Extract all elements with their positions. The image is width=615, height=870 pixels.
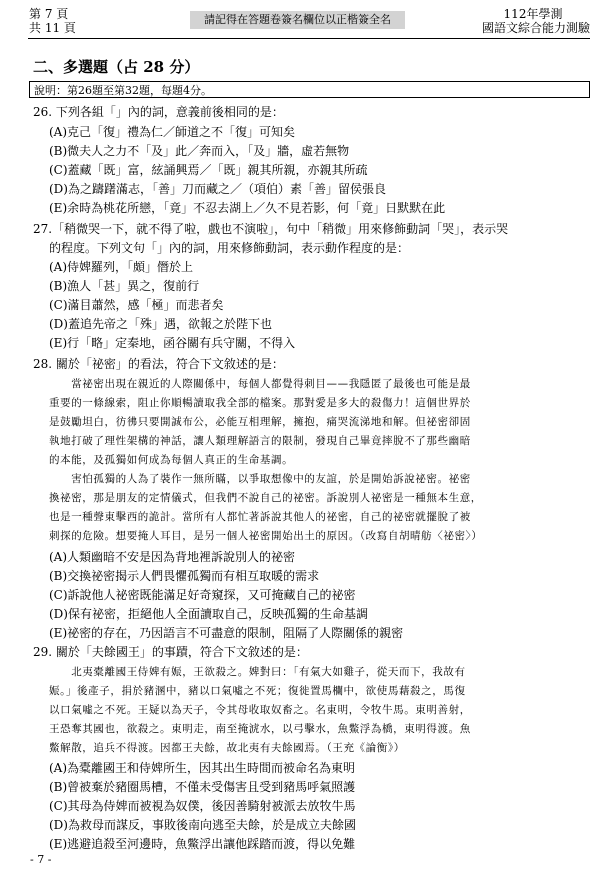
q28-passage-line: 重要的一條線索，阻止你順暢讀取我全部的檔案。那對愛是多大的殺傷力！這個世界於 [49,397,471,409]
total-pages: 共 11 頁 [29,21,76,35]
section-title: 二、多選題（占 28 分） [33,58,200,76]
q28-option-b: (B)交換祕密揭示人們畏懼孤獨而有相互取暖的需求 [49,569,320,583]
q29-passage-line: 鱉解散，追兵不得渡。因都王夫餘，故北夷有夫餘國焉。（王充《論衡》） [49,742,405,754]
page-footer-number: - 7 - [30,853,52,866]
q28-passage-line: 的本能，及孤獨如何成為每個人真正的生命基調。 [49,454,294,466]
q27-option-b: (B)漁人「甚」異之，復前行 [49,279,200,293]
q28-option-a: (A)人類幽暗不安是因為背地裡訴說別人的祕密 [49,550,296,564]
q28-passage-line: 是鼓勵坦白，彷彿只要開誠布公，必能互相理解，擁抱，痛哭流涕地和解。但祕密卻固 [49,416,471,428]
q28-passage-line: 害怕孤獨的人為了裝作一無所瞞，以爭取想像中的友誼，於是開始訴說祕密。祕密 [49,473,471,485]
q29-passage-line: 以口氣噓之不死。王疑以為天子，令其母收取奴畜之。名東明，令牧牛馬。東明善射， [49,704,471,716]
exam-subject: 國語文綜合能力測驗 [481,21,590,35]
header-divider [28,38,590,39]
q29-passage-line: 娠。」後產子，捐於豬溷中，豬以口氣噓之不死；復徙置馬欄中，欲使馬藉殺之，馬復 [49,685,466,697]
q29-stem: 29. 關於「夫餘國王」的事蹟，符合下文敘述的是： [33,645,308,659]
q28-passage-line: 執地打破了理性架構的神話，讓人類理解語言的限制，發現自己畢竟摔脫不了那些幽暗 [49,435,471,447]
page-number: 第 7 頁 [29,7,69,21]
q27-stem-line1: 27.「稍微哭一下，就不得了啦，戲也不演啦」，句中「稍微」用來修飾動詞「哭」，表示哭 [33,222,509,236]
q27-option-a: (A)侍婢羅列，「頗」僭於上 [49,260,194,274]
q26-stem: 26. 下列各組「」內的詞，意義前後相同的是： [33,105,284,119]
q28-passage-line: 當祕密出現在親近的人際關係中，每個人都覺得刺目——我隱匿了最後也可能是最 [49,378,471,390]
q28-passage-line: 也是一種聲東擊西的詭計。當所有人都忙著訴說其他人的祕密，自己的祕密就擺脫了被 [49,511,471,523]
q26-option-d: (D)為之躊躇滿志，「善」刀而藏之／（項伯）素「善」留侯張良 [49,182,386,196]
q27-stem-line2: 的程度。下列文句「」內的詞，用來修飾動詞，表示動作程度的是： [49,241,410,255]
q28-passage-line: 刺探的危險。想要掩人耳目，是另一個人祕密開始出土的原因。（改寫自胡晴舫〈祕密〉） [49,530,483,542]
q26-option-c: (C)蓋藏「既」富，絃誦興焉／「既」親其所親，亦親其所疏 [49,163,368,177]
q29-option-c: (C)其母為侍婢而被視為奴僕，後因善騎射被派去放牧牛馬 [49,799,356,813]
exam-year: 112年學測 [503,7,563,21]
q27-option-c: (C)滿目蕭然，感「極」而悲者矣 [49,298,224,312]
q29-passage-line: 北夷橐離國王侍婢有娠，王欲殺之。婢對曰：「有氣大如雞子，從天而下，我故有 [49,666,466,678]
q28-stem: 28. 關於「祕密」的看法，符合下文敘述的是： [33,357,284,371]
q29-passage-line: 王恐奪其國也，欲殺之。東明走，南至掩淲水，以弓擊水，魚鱉浮為橋，東明得渡。魚 [49,723,471,735]
q28-option-c: (C)訴說他人祕密既能滿足好奇窺探，又可掩藏自己的祕密 [49,588,356,602]
q28-passage-line: 換祕密，那是朋友的定情儀式，但我們不說自己的祕密。訴說別人祕密是一種無本生意， [49,492,482,504]
q29-option-a: (A)為橐離國王和侍婢所生，因其出生時間而被命名為東明 [49,761,356,775]
signature-notice: 請記得在答題卷簽名欄位以正楷簽全名 [190,11,405,29]
q26-option-b: (B)微夫人之力不「及」此／奔而入，「及」牆，虛若無物 [49,144,350,158]
q29-option-e: (E)逃避追殺至河邊時，魚鱉浮出讓他踩踏而渡，得以免難 [49,837,356,851]
q29-option-d: (D)為救母而謀反，事敗後南向逃至夫餘，於是成立夫餘國 [49,818,356,832]
q26-option-a: (A)克己「復」禮為仁／師道之不「復」可知矣 [49,125,296,139]
q27-option-d: (D)蓋追先帝之「殊」遇，欲報之於陛下也 [49,317,272,331]
section-instructions: 說明：第26題至第32題，每題4分。 [29,81,590,98]
q29-option-b: (B)曾被棄於豬圈馬槽，不僅未受傷害且受到豬馬呼氣照護 [49,780,356,794]
q28-option-e: (E)祕密的存在，乃因語言不可盡意的限制，阻隔了人際關係的親密 [49,626,404,640]
q26-option-e: (E)余時為桃花所戀，「竟」不忍去湖上／久不見若影，何「竟」日默默在此 [49,201,446,215]
q28-option-d: (D)保有祕密，拒絕他人全面讀取自己，反映孤獨的生命基調 [49,607,368,621]
q27-option-e: (E)行「略」定秦地，函谷關有兵守關，不得入 [49,336,296,350]
